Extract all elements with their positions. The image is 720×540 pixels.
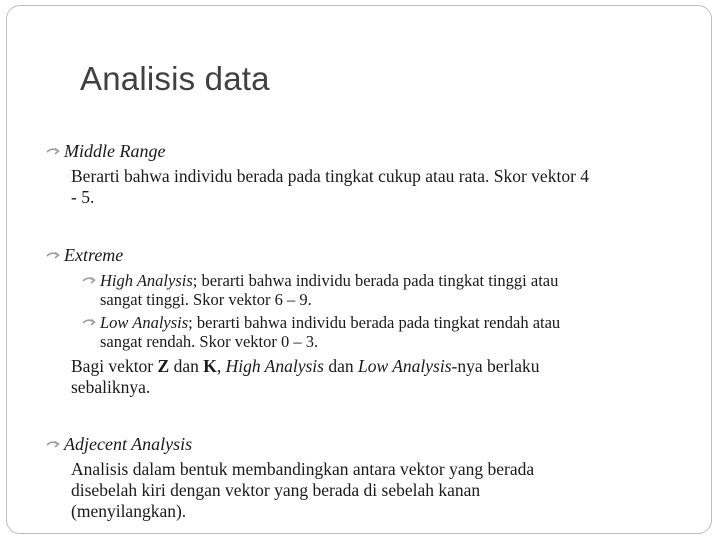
arrow-bullet-icon xyxy=(46,439,62,451)
sub-bullet-low-analysis xyxy=(82,313,560,332)
high-analysis-term: High Analysis xyxy=(100,271,193,290)
slide-title: Analisis data xyxy=(80,60,270,97)
adjecent-line-2: disebelah kiri dengan vektor yang berada di sebelah kanan xyxy=(71,480,481,500)
vector-z-label: Z xyxy=(157,356,170,376)
bullet-middle-range xyxy=(46,140,165,162)
note-text: , xyxy=(216,356,226,376)
vector-k-label: K xyxy=(203,356,217,376)
arrow-bullet-icon xyxy=(82,317,98,329)
extreme-heading: Extreme xyxy=(64,245,124,265)
note-text: -nya berlaku xyxy=(451,356,540,376)
bullet-extreme xyxy=(46,244,123,266)
middle-range-heading: Middle Range xyxy=(64,141,166,161)
note-high-analysis: High Analysis xyxy=(225,356,324,376)
note-text: dan xyxy=(169,356,204,376)
sub-bullet-high-analysis xyxy=(82,271,558,290)
note-text: dan xyxy=(323,356,359,376)
arrow-bullet-icon xyxy=(46,146,62,158)
note-low-analysis: Low Analysis xyxy=(358,356,452,376)
middle-range-line-1: Berarti bahwa individu berada pada tingkat cukup atau rata. Skor vektor 4 xyxy=(71,166,590,186)
adjecent-line-1: Analisis dalam bentuk membandingkan antara vektor yang berada xyxy=(71,459,535,479)
extreme-note-line-1 xyxy=(71,357,539,376)
high-analysis-line-2: sangat tinggi. Skor vektor 6 – 9. xyxy=(100,290,312,309)
low-analysis-line-2: sangat rendah. Skor vektor 0 – 3. xyxy=(100,332,319,351)
bullet-adjecent-analysis xyxy=(46,433,192,455)
arrow-bullet-icon xyxy=(46,250,62,262)
arrow-bullet-icon xyxy=(82,275,98,287)
note-text: Bagi vektor xyxy=(71,356,158,376)
extreme-note-line-2: sebaliknya. xyxy=(71,377,151,397)
middle-range-line-2: - 5. xyxy=(71,187,95,207)
adjecent-line-3: (menyilangkan). xyxy=(71,501,187,521)
high-analysis-text: ; berarti bahwa individu berada pada tingkat tinggi atau xyxy=(192,271,559,290)
low-analysis-term: Low Analysis xyxy=(100,313,189,332)
low-analysis-text: ; berarti bahwa individu berada pada tingkat rendah atau xyxy=(188,313,561,332)
adjecent-analysis-heading: Adjecent Analysis xyxy=(64,434,193,454)
